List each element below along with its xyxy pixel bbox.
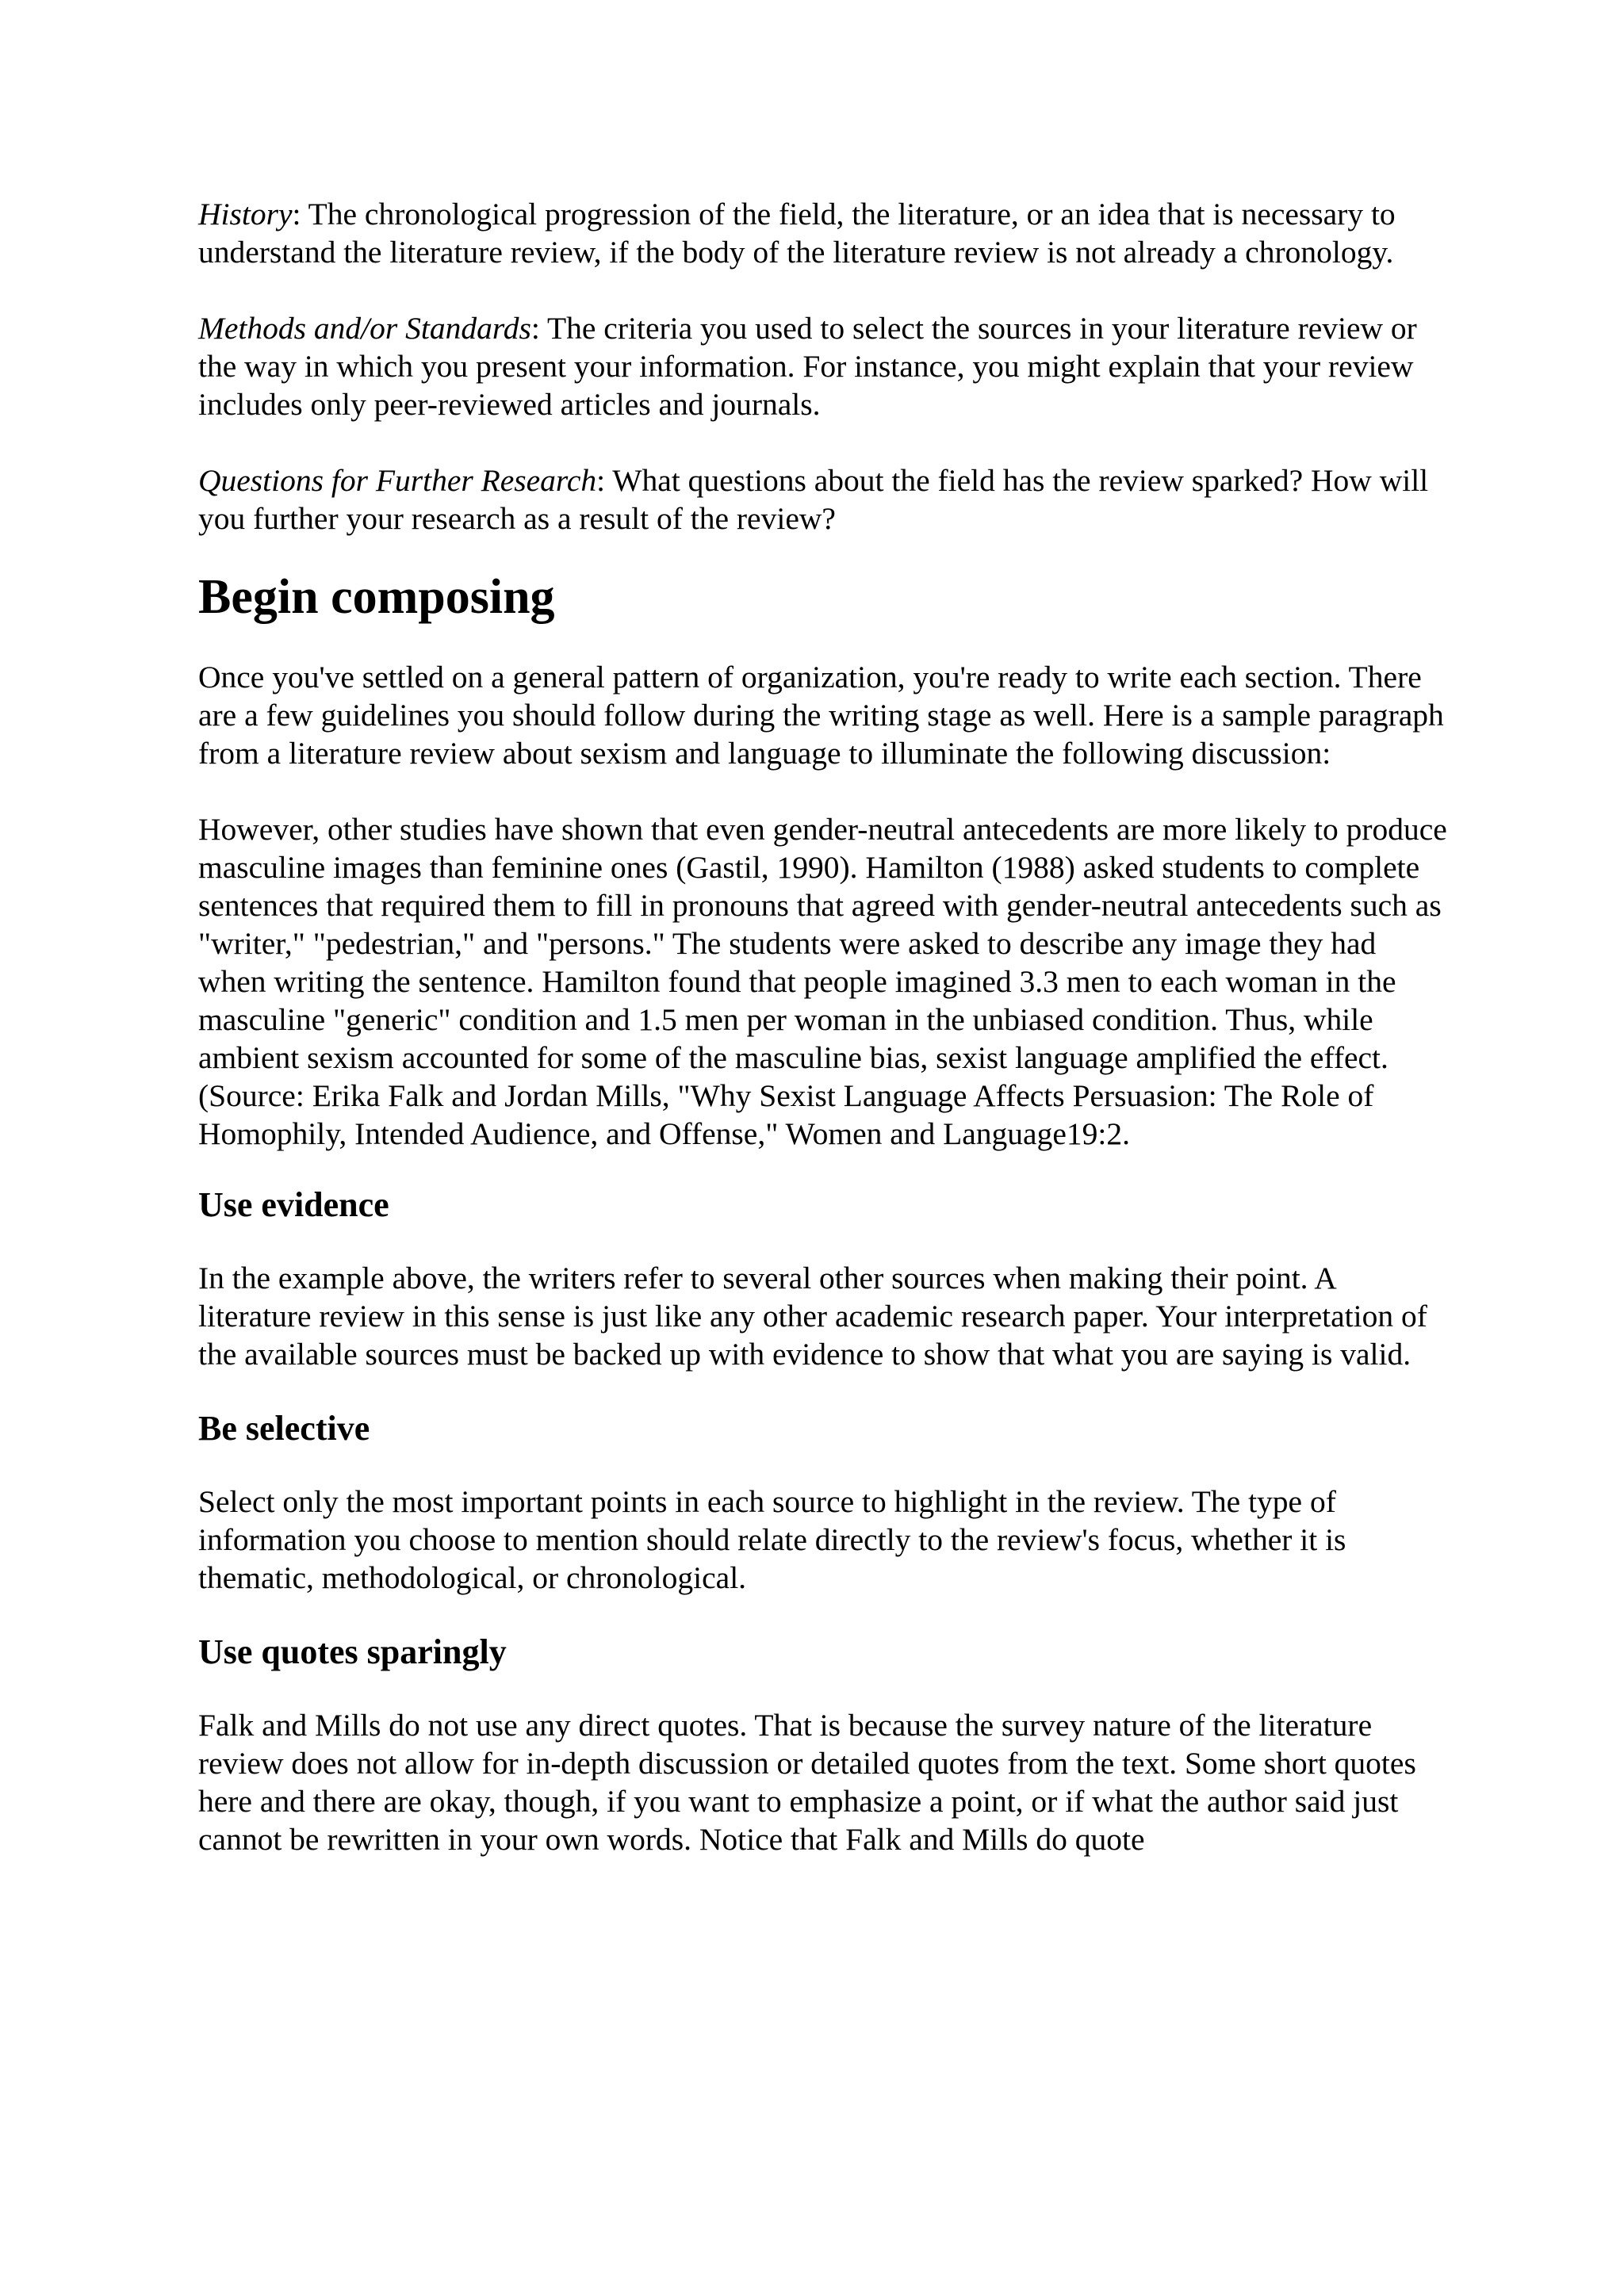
use-evidence-heading: Use evidence [198,1185,389,1224]
definition-methods [198,309,1451,423]
use-evidence-text: In the example above, the writers refer to several other sources when making their point. A literature review in this sense is just like any other academic research paper. Your interpretation of the available sources must be backed up with evidence to show that what you are saying is valid. [198,1261,1427,1372]
sample-paragraph: However, other studies have shown that even gender-neutral antecedents are more likely to produce masculine images than feminine ones (Gastil, 1990). Hamilton (1988) asked students to complete sentences that required them to fill in pronouns that agreed with gender-neutral antecedents such as "writer," "pedestrian," and "persons." The students were asked to describe any image they had when writing the sentence. Hamilton found that people imagined 3.3 men to each woman in the masculine "generic" condition and 1.5 men per woman in the unbiased condition. Thus, while ambient sexism accounted for some of the masculine bias, sexist language amplified the effect. (Source: Erika Falk and Jordan Mills, "Why Sexist Language Affects Persuasion: The Role of Homophily, Intended Audience, and Offense," Women and Language19:2. [198,812,1447,1151]
begin-composing-intro: Once you've settled on a general pattern of organization, you're ready to write each section. There are a few guidelines you should follow during the writing stage as well. Here is a sample paragraph from a literature review about sexism and language to illuminate the following discussion: [198,660,1444,771]
definition-text: : What questions about the field has the review sparked? How will you further your research as a result of the review? [198,463,1429,536]
definition-questions [198,461,1451,538]
definition-term: Methods and/or Standards [198,311,531,346]
definition-text: : The criteria you used to select the sources in your literature review or the way in which you present your information. For instance, you might explain that your review includes only peer-reviewed articles and journals. [198,311,1417,422]
definition-history [198,195,1451,271]
be-selective-heading: Be selective [198,1409,370,1448]
use-quotes-text: Falk and Mills do not use any direct quotes. That is because the survey nature of the literature review does not allow for in-depth discussion or detailed quotes from the text. Some short quotes here and there are okay, though, if you want to emphasize a point, or if what the author said just cannot be rewritten in your own words. Notice that Falk and Mills do quote [198,1708,1416,1857]
use-quotes-heading: Use quotes sparingly [198,1632,507,1671]
definition-text: : The chronological progression of the field, the literature, or an idea that is necessary to understand the literature review, if the body of the literature review is not already a chronology. [198,197,1396,270]
begin-composing-heading: Begin composing [198,570,555,624]
document-page [198,195,1451,1858]
be-selective-text: Select only the most important points in each source to highlight in the review. The type of information you choose to mention should relate directly to the review's focus, whether it is thematic, methodological, or chronological. [198,1484,1346,1595]
definition-term: Questions for Further Research [198,463,597,498]
definition-term: History [198,197,293,232]
